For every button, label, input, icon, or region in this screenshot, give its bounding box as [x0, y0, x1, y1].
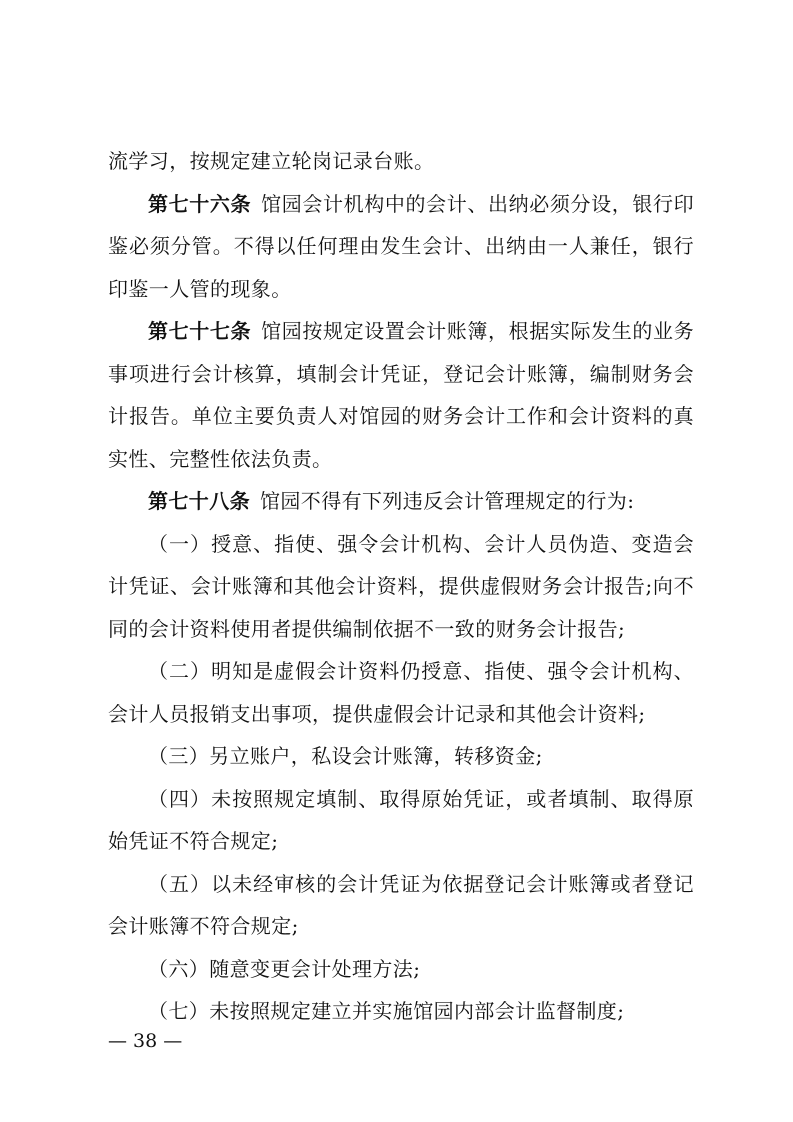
- list-item-2: [108, 650, 694, 735]
- list-item-4: [108, 778, 694, 863]
- article-heading: 第七十七条: [148, 319, 252, 343]
- list-item-1: [108, 523, 694, 651]
- paragraph-text: （一）授意、指使、强令会计机构、会计人员伪造、变造会计凭证、会计账簿和其他会计资料，提供虚假财务会计报告;向不同的会计资料使用者提供编制依据不一致的财务会计报告;: [108, 531, 694, 641]
- paragraph-text: 流学习，按规定建立轮岗记录台账。: [108, 149, 435, 173]
- article-76: [108, 183, 694, 311]
- list-item-7: [108, 990, 694, 1033]
- paragraph-text: 馆园按规定设置会计账簿，根据实际发生的业务事项进行会计核算，填制会计凭证，登记会计账簿，编制财务会计报告。单位主要负责人对馆园的财务会计工作和会计资料的真实性、完整性依法负责。: [108, 319, 694, 471]
- paragraph-text: 馆园不得有下列违反会计管理规定的行为:: [260, 489, 635, 513]
- article-77: [108, 310, 694, 480]
- paragraph-text: （三）另立账户，私设会计账簿，转移资金;: [148, 744, 543, 768]
- paragraph-text: （七）未按照规定建立并实施馆园内部会计监督制度;: [148, 999, 625, 1023]
- paragraph-text: （五）以未经审核的会计凭证为依据登记会计账簿或者登记会计账簿不符合规定;: [108, 871, 694, 938]
- page-number: — 38 —: [108, 1030, 183, 1052]
- article-78: [108, 480, 694, 523]
- list-item-6: [108, 948, 694, 991]
- paragraph-text: （四）未按照规定填制、取得原始凭证，或者填制、取得原始凭证不符合规定;: [108, 786, 694, 853]
- paragraph-text: （二）明知是虚假会计资料仍授意、指使、强令会计机构、会计人员报销支出事项，提供虚假会计记录和其他会计资料;: [108, 659, 694, 726]
- list-item-3: [108, 735, 694, 778]
- article-heading: 第七十六条: [148, 191, 252, 216]
- paragraph-text: 馆园会计机构中的会计、出纳必须分设，银行印鉴必须分管。不得以任何理由发生会计、出纳由一人兼任，银行印鉴一人管的现象。: [108, 191, 694, 301]
- article-heading: 第七十八条: [148, 489, 250, 513]
- paragraph-text: （六）随意变更会计处理方法;: [148, 956, 421, 981]
- document-body: [108, 140, 694, 1033]
- paragraph-0: [108, 140, 694, 183]
- list-item-5: [108, 863, 694, 948]
